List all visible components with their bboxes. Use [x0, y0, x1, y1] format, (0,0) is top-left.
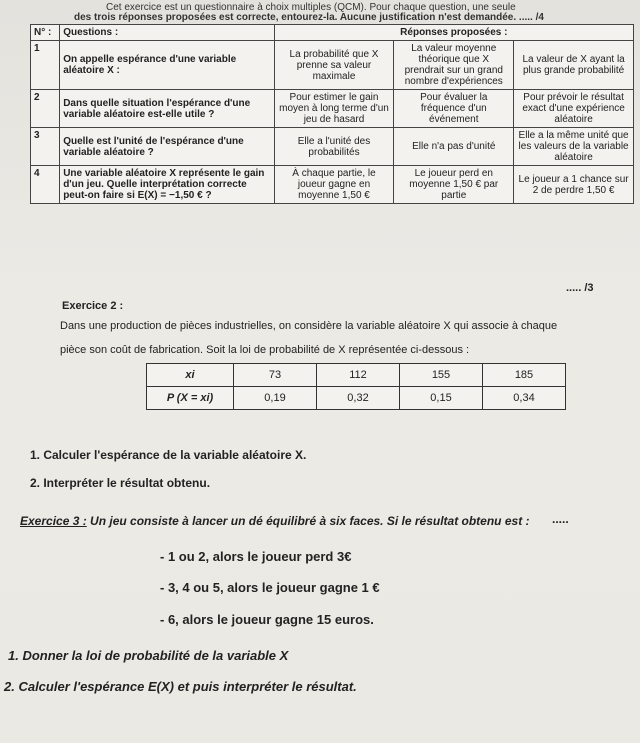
- table-row: [31, 90, 634, 128]
- header-number: N° :: [31, 25, 60, 41]
- answer-option-a[interactable]: Elle a l'unité des probabilités: [274, 128, 394, 166]
- x-value: 73: [234, 364, 317, 387]
- table-row: [31, 41, 634, 90]
- x-value: 112: [317, 364, 400, 387]
- answer-option-a[interactable]: La probabilité que X prenne sa valeur maximale: [274, 41, 394, 90]
- answer-option-b[interactable]: La valeur moyenne théorique que X prendrait sur un grand nombre d'expériences: [394, 41, 514, 90]
- answer-option-b[interactable]: Elle n'a pas d'unité: [394, 128, 514, 166]
- table-row: [31, 166, 634, 204]
- list-item: - 1 ou 2, alors le joueur perd 3€: [160, 549, 352, 564]
- exercise-2-points: ..... /3: [566, 282, 594, 294]
- answer-option-c[interactable]: Elle a la même unité que les valeurs de la variable aléatoire: [514, 128, 634, 166]
- answer-option-c[interactable]: Pour prévoir le résultat exact d'une expérience aléatoire: [514, 90, 634, 128]
- question-number: 3: [31, 128, 60, 166]
- exercise-3-title: Exercice 3 :: [20, 514, 87, 528]
- exercise-3-text: Un jeu consiste à lancer un dé équilibré à six faces. Si le résultat obtenu est :: [86, 514, 530, 528]
- question-number: 2: [31, 90, 60, 128]
- list-item: - 6, alors le joueur gagne 15 euros.: [160, 612, 374, 627]
- list-item: - 3, 4 ou 5, alors le joueur gagne 1 €: [160, 580, 380, 595]
- answer-option-c[interactable]: La valeur de X ayant la plus grande probabilité: [514, 41, 634, 90]
- table-row: [147, 364, 566, 387]
- probability-value: 0,19: [234, 387, 317, 410]
- answer-option-a[interactable]: Pour estimer le gain moyen à long terme d'un jeu de hasard: [274, 90, 394, 128]
- exercise-2-question-2: [30, 476, 210, 490]
- x-value: 155: [400, 364, 483, 387]
- exercise-2-question-2-text: 2. Interpréter le résultat obtenu.: [30, 476, 211, 490]
- exercise-3-question-1: 1. Donner la loi de probabilité de la variable X: [8, 648, 289, 663]
- question-text: Dans quelle situation l'espérance d'une variable aléatoire est-elle utile ?: [60, 90, 274, 128]
- exercise-2-statement-line-1: Dans une production de pièces industrielles, on considère la variable aléatoire X qui associe à chaque: [60, 320, 558, 332]
- answer-option-b[interactable]: Le joueur perd en moyenne 1,50 € par partie: [394, 166, 514, 204]
- question-number: 4: [31, 166, 60, 204]
- answer-option-b[interactable]: Pour évaluer la fréquence d'un événement: [394, 90, 514, 128]
- probability-value: 0,34: [483, 387, 566, 410]
- row-header-probability: P (X = xi): [147, 387, 234, 410]
- exercise-2-title: Exercice 2 :: [62, 300, 124, 312]
- header-answers: Réponses proposées :: [274, 25, 633, 41]
- exercise-3-points: .....: [552, 512, 569, 526]
- exercise-1-points: ..... /4: [518, 12, 544, 23]
- x-value: 185: [483, 364, 566, 387]
- exercise-3-question-2: 2. Calculer l'espérance E(X) et puis interpréter le résultat.: [4, 679, 357, 694]
- answer-option-c[interactable]: Le joueur a 1 chance sur 2 de perdre 1,50 €: [514, 166, 634, 204]
- exercise-2-question-1: [30, 448, 306, 462]
- qcm-header-row: [31, 25, 634, 41]
- exercise-3-statement: [20, 514, 530, 528]
- probability-law-table: [146, 363, 566, 410]
- instructions-line-2-text: des trois réponses proposées est correcte, entourez-la. Aucune justification n'est demandée.: [74, 12, 517, 23]
- row-header-xi: xi: [147, 364, 234, 387]
- instructions-line-1: Cet exercice est un questionnaire à choix multiples (QCM). Pour chaque question, une seule: [106, 2, 516, 13]
- question-text: Quelle est l'unité de l'espérance d'une variable aléatoire ?: [60, 128, 274, 166]
- question-number: 1: [31, 41, 60, 90]
- instructions-line-2: [74, 12, 544, 23]
- question-text: On appelle espérance d'une variable aléatoire X :: [60, 41, 274, 90]
- answer-option-a[interactable]: À chaque partie, le joueur gagne en moyenne 1,50 €: [274, 166, 394, 204]
- header-questions: Questions :: [60, 25, 274, 41]
- probability-value: 0,15: [400, 387, 483, 410]
- probability-value: 0,32: [317, 387, 400, 410]
- table-row: [31, 128, 634, 166]
- exercise-2-statement-line-2: pièce son coût de fabrication. Soit la loi de probabilité de X représentée ci-dessous :: [60, 344, 470, 356]
- question-text: Une variable aléatoire X représente le gain d'un jeu. Quelle interprétation correcte peut-on faire si E(X) = −1,50 € ?: [60, 166, 274, 204]
- qcm-table: [30, 24, 634, 204]
- exercise-2-question-1-text: 1. Calculer l'espérance de la variable aléatoire X.: [30, 448, 307, 462]
- table-row: [147, 387, 566, 410]
